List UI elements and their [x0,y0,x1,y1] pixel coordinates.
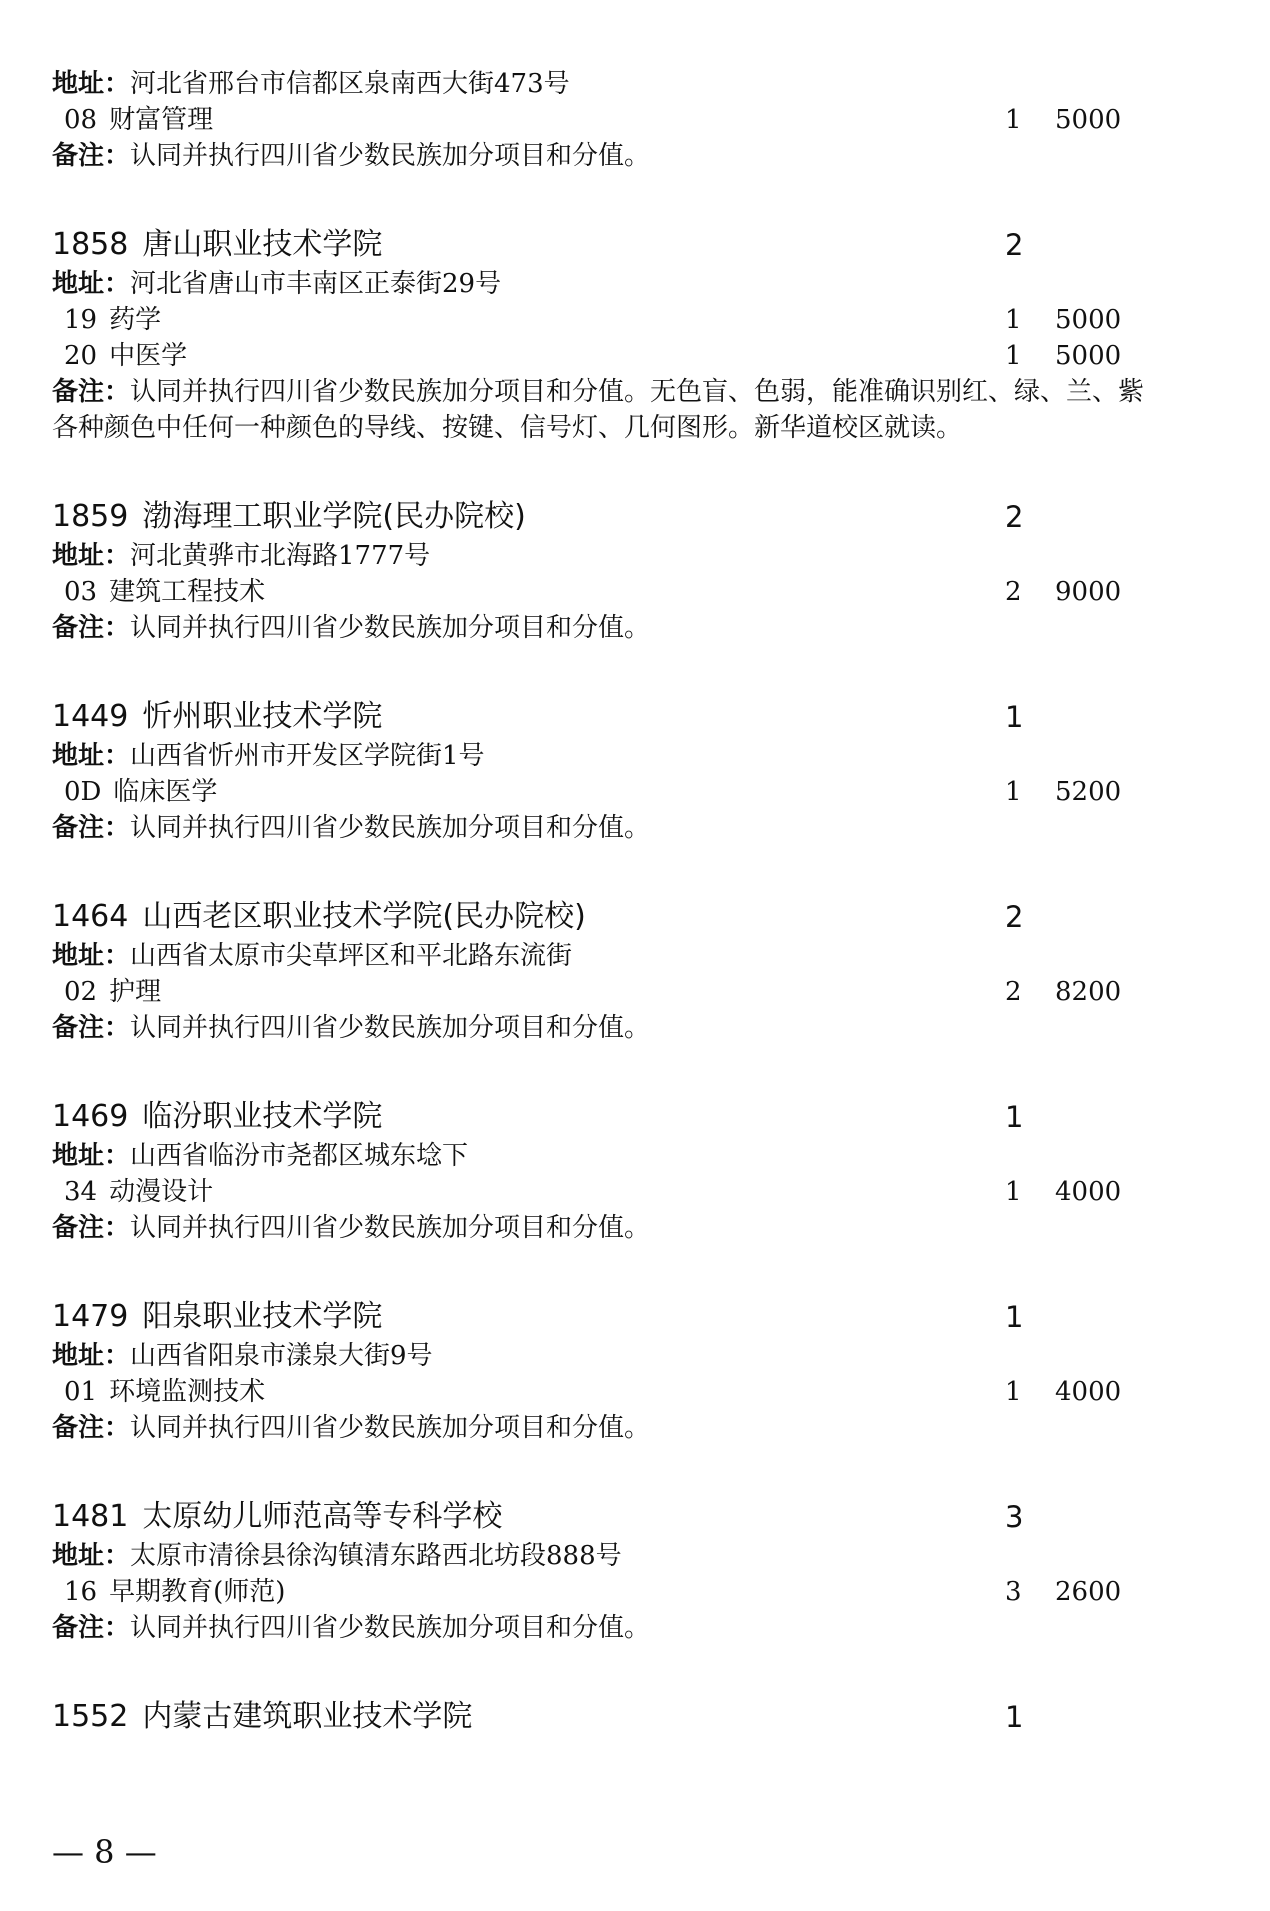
note-line [52,374,1144,410]
address-line [52,738,485,774]
major-row [64,338,187,374]
address-text: 河北省邢台市信都区泉南西大街473号 [130,69,570,99]
page-number: — 8 — [52,1833,157,1871]
major-fee: 9000 [1055,577,1122,607]
school-total: 2 [1005,228,1024,262]
major-count: 2 [1005,577,1022,607]
school-total: 1 [1005,1300,1024,1334]
address-text: 河北黄骅市北海路1777号 [130,541,431,571]
major-count: 3 [1005,1577,1022,1607]
school-code: 1464 [52,899,129,934]
school-heading [52,1097,382,1137]
major-fee: 5000 [1055,341,1122,371]
address-line [52,1538,622,1574]
school-name: 太原幼儿师范高等专科学校 [142,1499,503,1534]
note-line [52,1010,650,1046]
address-label: 地址： [52,741,131,771]
school-name: 临汾职业技术学院 [142,1099,383,1134]
school-code: 1449 [52,699,129,734]
major-row [64,1574,285,1610]
major-code: 01 [64,1377,98,1407]
school-name: 山西老区职业技术学院(民办院校) [142,899,586,934]
major-row [64,574,265,610]
major-name: 动漫设计 [109,1177,214,1207]
school-code: 1469 [52,1099,129,1134]
major-name: 环境监测技术 [109,1377,266,1407]
note-text: 认同并执行四川省少数民族加分项目和分值。无色盲、色弱，能准确识别红、绿、兰、紫 [130,377,1145,407]
note-line-continued: 各种颜色中任何一种颜色的导线、按键、信号灯、几何图形。新华道校区就读。 [52,413,963,443]
major-fee: 2600 [1055,1577,1122,1607]
note-text: 认同并执行四川省少数民族加分项目和分值。 [130,1613,651,1643]
major-row [64,974,161,1010]
major-fee: 5000 [1055,105,1122,135]
school-total: 1 [1005,1700,1024,1734]
major-count: 1 [1005,1377,1022,1407]
note-line [52,810,650,846]
major-row [64,1174,213,1210]
major-fee: 4000 [1055,1177,1122,1207]
address-text: 山西省临汾市尧都区城东埝下 [130,1141,469,1171]
school-name: 内蒙古建筑职业技术学院 [142,1699,473,1734]
address-label: 地址： [52,69,131,99]
address-text: 河北省唐山市丰南区正泰街29号 [130,269,502,299]
address-label: 地址： [52,541,131,571]
school-total: 1 [1005,1100,1024,1134]
major-name: 建筑工程技术 [109,577,266,607]
major-code: 34 [64,1177,98,1207]
school-name: 忻州职业技术学院 [142,699,383,734]
note-line [52,610,650,646]
major-code: 20 [64,341,98,371]
school-heading [52,1497,502,1537]
address-line [52,938,572,974]
major-code: 02 [64,977,98,1007]
school-total: 3 [1005,1500,1024,1534]
note-label: 备注： [52,813,131,843]
address-label: 地址： [52,269,131,299]
address-line [52,266,501,302]
school-name: 唐山职业技术学院 [142,227,383,262]
note-line [52,138,650,174]
major-row [64,1374,265,1410]
address-text: 山西省太原市尖草坪区和平北路东流街 [130,941,573,971]
major-fee: 4000 [1055,1377,1122,1407]
address-label: 地址： [52,1541,131,1571]
school-heading [52,225,382,265]
school-heading [52,897,586,937]
school-name: 渤海理工职业学院(民办院校) [142,499,526,534]
major-code: 0D [64,777,102,807]
school-code: 1858 [52,227,129,262]
major-name: 中医学 [109,341,188,371]
address-line [52,66,570,102]
major-code: 19 [64,305,98,335]
major-count: 1 [1005,341,1022,371]
major-count: 1 [1005,1177,1022,1207]
address-text: 山西省忻州市开发区学院街1号 [130,741,485,771]
major-count: 1 [1005,777,1022,807]
major-name: 护理 [109,977,162,1007]
school-heading [52,1297,382,1337]
school-name: 阳泉职业技术学院 [142,1299,383,1334]
major-name: 药学 [109,305,162,335]
school-code: 1859 [52,499,129,534]
major-name: 临床医学 [113,777,218,807]
school-code: 1481 [52,1499,129,1534]
address-label: 地址： [52,1141,131,1171]
note-text: 认同并执行四川省少数民族加分项目和分值。 [130,613,651,643]
address-text: 山西省阳泉市漾泉大街9号 [130,1341,433,1371]
note-label: 备注： [52,141,131,171]
address-label: 地址： [52,941,131,971]
major-fee: 5000 [1055,305,1122,335]
school-heading [52,1697,472,1737]
school-heading [52,697,382,737]
major-fee: 5200 [1055,777,1122,807]
school-total: 2 [1005,500,1024,534]
major-code: 08 [64,105,98,135]
school-code: 1479 [52,1299,129,1334]
major-count: 1 [1005,305,1022,335]
note-text: 认同并执行四川省少数民族加分项目和分值。 [130,1213,651,1243]
major-code: 03 [64,577,98,607]
major-row [64,774,217,810]
major-name: 早期教育(师范) [109,1577,286,1607]
note-label: 备注： [52,1213,131,1243]
note-line [52,1610,650,1646]
note-text: 认同并执行四川省少数民族加分项目和分值。 [130,1013,651,1043]
address-label: 地址： [52,1341,131,1371]
note-label: 备注： [52,1413,131,1443]
major-row [64,302,161,338]
major-count: 1 [1005,105,1022,135]
address-text: 太原市清徐县徐沟镇清东路西北坊段888号 [130,1541,622,1571]
address-line [52,1138,468,1174]
note-label: 备注： [52,613,131,643]
major-name: 财富管理 [109,105,214,135]
school-code: 1552 [52,1699,129,1734]
note-text: 认同并执行四川省少数民族加分项目和分值。 [130,813,651,843]
note-text: 认同并执行四川省少数民族加分项目和分值。 [130,141,651,171]
note-text: 认同并执行四川省少数民族加分项目和分值。 [130,1413,651,1443]
address-line [52,538,430,574]
note-label: 备注： [52,1613,131,1643]
major-count: 2 [1005,977,1022,1007]
major-fee: 8200 [1055,977,1122,1007]
note-label: 备注： [52,1013,131,1043]
school-total: 1 [1005,700,1024,734]
major-row [64,102,213,138]
note-label: 备注： [52,377,131,407]
note-line [52,1210,650,1246]
school-total: 2 [1005,900,1024,934]
school-heading [52,497,526,537]
address-line [52,1338,433,1374]
note-line [52,1410,650,1446]
major-code: 16 [64,1577,98,1607]
